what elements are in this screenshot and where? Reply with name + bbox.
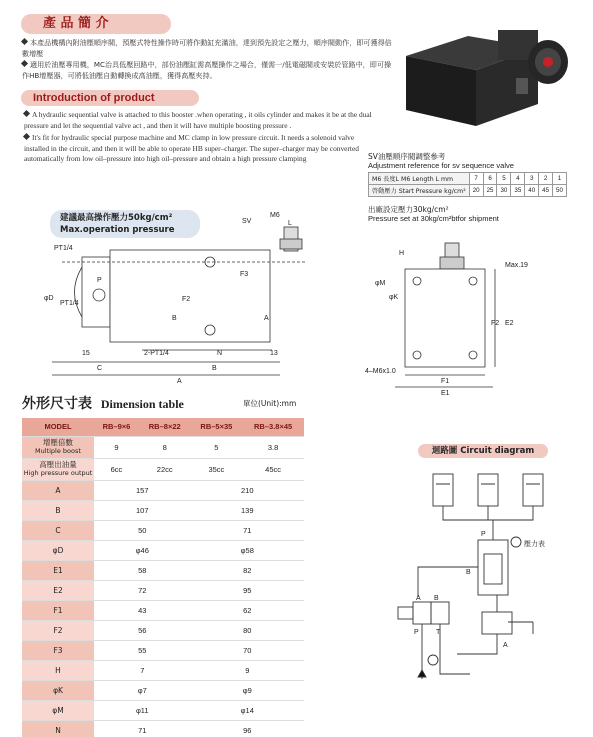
row-label-en: High pressure output	[23, 469, 93, 477]
label-circuit-t: T	[436, 629, 441, 636]
adjustment-row2-label: 啓動壓力 Start Pressure kg/cm²	[369, 185, 470, 197]
intro-zh-bullet-1	[22, 38, 394, 59]
intro-zh-bullet-2	[22, 60, 394, 81]
adjustment-cell: 30	[497, 185, 511, 197]
adjustment-row1-label: M6 長度L M6 Length L mm	[369, 173, 470, 185]
adjustment-cell: 2	[539, 173, 553, 185]
dimension-cell: φ14	[191, 700, 304, 720]
adjustment-table	[368, 172, 567, 197]
preset-zh: 出廠設定壓力30kg/cm²	[368, 205, 449, 214]
dimension-row	[22, 500, 304, 520]
row-label: φK	[22, 680, 94, 700]
dimension-title	[22, 393, 184, 413]
dimension-cell: 35cc	[191, 458, 243, 480]
header-rb-3-8x45: RB–3.8×45	[242, 418, 304, 436]
front-view-drawing	[22, 205, 307, 385]
label-h: H	[399, 250, 405, 257]
adjustment-cell: 25	[483, 185, 497, 197]
label-port-a: A	[264, 315, 269, 322]
label-sv: SV	[242, 218, 252, 225]
adjustment-cell: 4	[511, 173, 525, 185]
label-phim: φM	[375, 280, 386, 287]
dimension-cell: 62	[191, 600, 304, 620]
preset-en: Pressure set at 30kg/cm²btfor shipment	[368, 214, 499, 223]
row-label: H	[22, 660, 94, 680]
label-dim13: 13	[270, 350, 278, 357]
dimension-row	[22, 620, 304, 640]
dimension-cell: 55	[94, 640, 191, 660]
row-label: φM	[22, 700, 94, 720]
adjustment-cell: 3	[525, 173, 539, 185]
dimension-cell: φ9	[191, 680, 304, 700]
label-p: P	[97, 277, 102, 284]
dimension-cell: φ58	[191, 540, 304, 560]
header-model: MODEL	[22, 418, 94, 436]
label-2pt14: 2-PT1/4	[144, 350, 169, 357]
intro-en-title: Introduction of product	[21, 90, 199, 106]
header-rb-8x22: RB–8×22	[139, 418, 191, 436]
label-m6: M6	[270, 212, 280, 219]
intro-zh-text	[22, 38, 394, 81]
label-port-b: B	[172, 315, 177, 322]
row-label-zh: 高壓出油量	[39, 460, 77, 469]
intro-en-bullet-1	[24, 110, 376, 131]
intro-zh-title: 產 品 簡 介	[21, 14, 171, 34]
dimension-cell: 22cc	[139, 458, 191, 480]
adjustment-cell: 6	[483, 173, 497, 185]
label-b: B	[212, 365, 217, 372]
dimension-title-en: Dimension table	[100, 397, 184, 411]
dimension-table-header	[22, 418, 304, 436]
dimension-row	[22, 660, 304, 680]
dimension-cell: 8	[139, 436, 191, 458]
adjustment-cell: 50	[553, 185, 567, 197]
dimension-cell: 45cc	[242, 458, 304, 480]
adjustment-title-zh: SV油壓順序閥調整參考	[368, 152, 446, 161]
dimension-row	[22, 480, 304, 500]
dimension-cell: 70	[191, 640, 304, 660]
intro-en-text	[24, 110, 376, 165]
dimension-row	[22, 600, 304, 620]
adjustment-cell: 45	[539, 185, 553, 197]
dimension-cell: 43	[94, 600, 191, 620]
dimension-cell: 50	[94, 520, 191, 540]
dimension-row	[22, 540, 304, 560]
label-circuit-a-out: A	[503, 642, 508, 649]
dimension-cell: 58	[94, 560, 191, 580]
intro-en-bullet-2	[24, 133, 376, 165]
label-c: C	[97, 365, 103, 372]
dimension-row	[22, 720, 304, 737]
max-pressure-caption-en: Max.operation pressure	[60, 225, 175, 235]
dimension-cell: 139	[191, 500, 304, 520]
adjustment-cell: 5	[497, 173, 511, 185]
intro-zh-bullet-text: 適用於油壓專用機，MC治具低壓回路中，部份油壓缸需高壓操作之場合，僅需一/低電磁閥或安裝於管路中，即可操作HB增壓器，可將低油壓自動轉換成高油壓，獲得高壓夾持。	[22, 60, 392, 80]
label-f1: F1	[441, 378, 450, 385]
circuit-title: 迴路圖 Circuit diagram	[418, 444, 548, 458]
circuit-diagram	[378, 462, 578, 687]
intro-en-bullet-text: A hydraulic sequential valve is attached to this booster .when operating , it oils cylinder and makes it be at the dual pressure and let the sequential valve act , and then it will have multiple boosting pressure .	[24, 110, 372, 130]
row-label	[22, 436, 94, 458]
row-label: F3	[22, 640, 94, 660]
dimension-row	[22, 700, 304, 720]
dimension-cell: 82	[191, 560, 304, 580]
dimension-row	[22, 436, 304, 458]
label-circuit-a: A	[416, 595, 421, 602]
dimension-cell: 5	[191, 436, 243, 458]
side-view-drawing	[365, 235, 535, 395]
dimension-cell: 72	[94, 580, 191, 600]
header-rb-9x6: RB–9×6	[94, 418, 139, 436]
row-label: A	[22, 480, 94, 500]
dimension-cell: 96	[191, 720, 304, 737]
label-l: L	[288, 220, 292, 227]
dimension-cell: φ7	[94, 680, 191, 700]
row-label: E2	[22, 580, 94, 600]
adjustment-cell: 35	[511, 185, 525, 197]
row-label: N	[22, 720, 94, 737]
max-pressure-caption-zh: 建議最高操作壓力50kg/cm²	[60, 213, 173, 223]
label-circuit-b: B	[466, 569, 471, 576]
row-label: F2	[22, 620, 94, 640]
label-m6x1: 4–M6x1.0	[365, 368, 396, 375]
dimension-cell: 3.8	[242, 436, 304, 458]
preset-pressure	[368, 205, 499, 223]
dimension-cell: φ46	[94, 540, 191, 560]
product-photo	[398, 18, 583, 130]
label-dim15: 15	[82, 350, 90, 357]
label-f3: F3	[240, 271, 249, 278]
dimension-row	[22, 580, 304, 600]
label-phid: φD	[44, 295, 54, 302]
label-e1: E1	[441, 390, 450, 395]
adjustment-header	[368, 152, 588, 170]
row-label: B	[22, 500, 94, 520]
dimension-cell: 6cc	[94, 458, 139, 480]
intro-zh-bullet-text: 本產品機構內附油壓順序閥，預壓式特性操作時可將作動缸充滿油，達到預先設定之壓力，順序閥動作，即可獲得倍數增壓	[22, 38, 392, 58]
dimension-unit: 單位(Unit):mm	[243, 399, 297, 408]
label-max19: Max.19	[505, 262, 528, 269]
dimension-table	[22, 418, 304, 737]
label-f2: F2	[182, 296, 191, 303]
dimension-cell: 95	[191, 580, 304, 600]
label-pt14: PT1/4	[54, 245, 73, 252]
label-pt14-v: PT1/4	[60, 300, 79, 307]
label-e2: E2	[505, 320, 514, 327]
dimension-cell: 56	[94, 620, 191, 640]
intro-en-bullet-text: It's fit for hydraulic special purpose machine and MC clamp in low pressure circuit. It needs a solenoid valve installed in the circuit, and then it will be able to operate HB super–charger. The super–charger may be converted automatically from low oil–pressure into high oil–pressure and obtain a high pressure clamping	[24, 133, 359, 164]
dimension-cell: 80	[191, 620, 304, 640]
label-circuit-p: P	[481, 531, 486, 538]
dimension-cell: 71	[94, 720, 191, 737]
dimension-row	[22, 640, 304, 660]
dimension-cell: 9	[191, 660, 304, 680]
row-label: E1	[22, 560, 94, 580]
dimension-row	[22, 680, 304, 700]
dimension-cell: 107	[94, 500, 191, 520]
label-gauge: 壓力表	[524, 540, 545, 548]
dimension-row	[22, 560, 304, 580]
label-n: N	[217, 350, 223, 357]
dimension-cell: 210	[191, 480, 304, 500]
row-label-zh: 增壓倍數	[43, 438, 73, 447]
label-circuit-b2: B	[434, 595, 439, 602]
dimension-cell: 7	[94, 660, 191, 680]
row-label-en: Multiple boost	[35, 447, 81, 455]
label-phik: φK	[389, 294, 399, 301]
adjustment-cell: 20	[469, 185, 483, 197]
row-label	[22, 458, 94, 480]
header-rb-5x35: RB–5×35	[191, 418, 243, 436]
dimension-cell: 157	[94, 480, 191, 500]
adjustment-cell: 40	[525, 185, 539, 197]
dimension-cell: 9	[94, 436, 139, 458]
label-f2: F2	[491, 320, 500, 327]
row-label: F1	[22, 600, 94, 620]
label-circuit-p2: P	[414, 629, 419, 636]
dimension-row	[22, 458, 304, 480]
dimension-row	[22, 520, 304, 540]
row-label: φD	[22, 540, 94, 560]
adjustment-cell: 7	[469, 173, 483, 185]
dimension-cell: φ11	[94, 700, 191, 720]
adjustment-cell: 1	[553, 173, 567, 185]
dimension-title-zh: 外形尺寸表	[22, 396, 92, 412]
dimension-cell: 71	[191, 520, 304, 540]
row-label: C	[22, 520, 94, 540]
adjustment-title-en: Adjustment reference for sv sequence valve	[368, 161, 514, 170]
label-a: A	[177, 378, 182, 385]
